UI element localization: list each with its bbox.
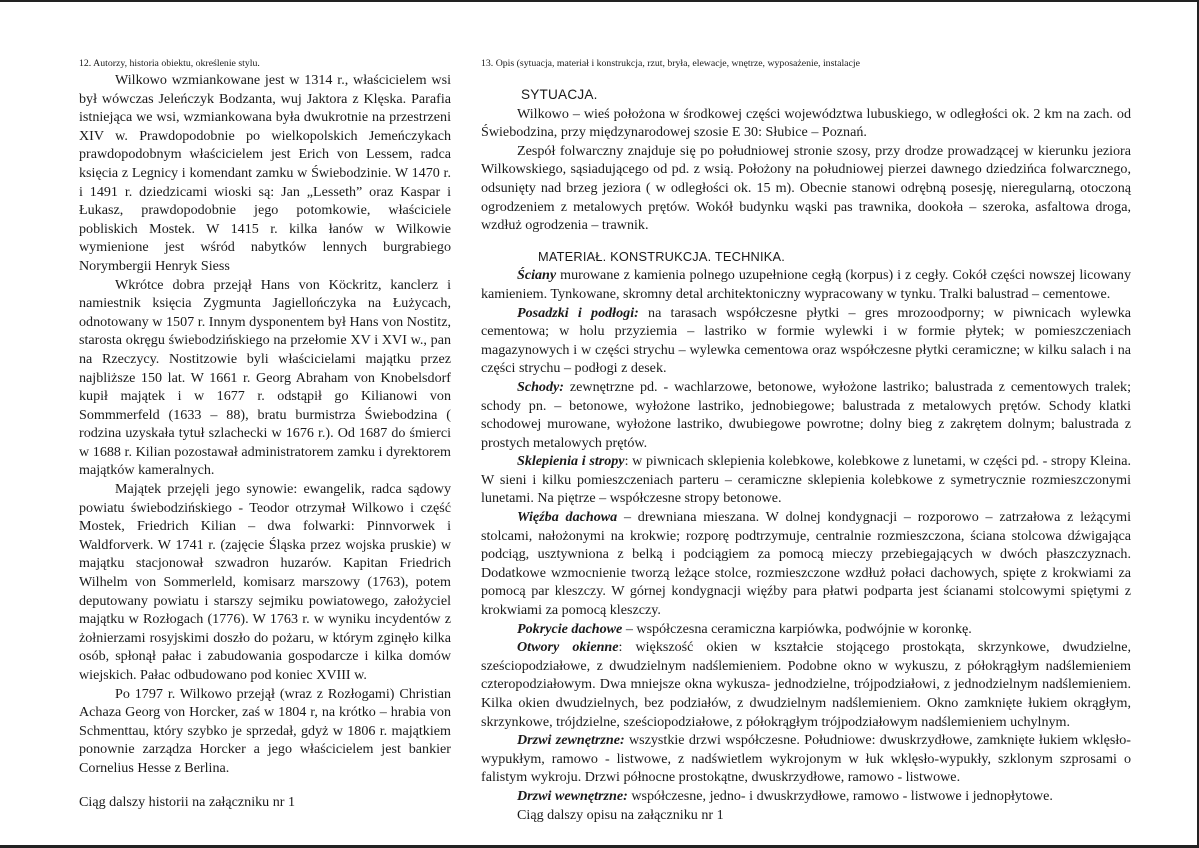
material-vaults: Sklepienia i stropy: w piwnicach sklepienia kolebkowe, kolebkowe z lunetami, w części pd. - stropy Kleina. W sieni i kilku pomieszczeniach parteru – ceramiczne sklepienia kolebkowe z symetrycznie rozmieszczonymi lunetami. Na piętrze – współczesne stropy betonowe. <box>481 453 1131 507</box>
lead-roofing: Pokrycie dachowe <box>517 620 623 637</box>
description-header: 13. Opis (sytuacja, materiał i konstrukcja, rzut, bryła, elewacje, wnętrze, wyposażenie, instalacje <box>481 58 860 69</box>
description-continuation-note: Ciąg dalszy opisu na załączniku nr 1 <box>517 806 724 823</box>
material-roofing: Pokrycie dachowe – współczesna ceramiczna karpiówka, podwójnie w koronkę. <box>517 620 972 637</box>
material-roof-truss: Więźba dachowa – drewniana mieszana. W dolnej kondygnacji – rozporowo – zatrzałowa z leżącymi stolcami, nałożonymi na krokwie; rozporę podtrzymuje, centralnie rozmieszczona, ściana stolcowa dźwigająca podciąg, usztywniona z belką i podciągiem za pomocą mieczy przebiegających w dwóch płaszczyznach. Dodatkowe wzmocnienie tworzą leżące stolce, rozmieszczone wzdłuż połaci dachowych, spięte z krokwiami za pomocą par kleszczy. W górnej kondygnacji więźby para płatwi podparta jest ścianami stolcowymi spiętymi z krokwiami za pomocą kleszczy. <box>481 509 1131 619</box>
lead-interior-doors: Drzwi wewnętrzne: <box>517 787 628 804</box>
material-stairs: Schody: zewnętrzne pd. - wachlarzowe, betonowe, wyłożone lastriko; balustrada z cementowych tralek; schody pn. – betonowe, wyłożone lastriko, jednobiegowe; balustrada z metalowych prętów. Schody klatki schodowej murowane, wyłożone lastriko, dwubiegowe powrotne; dolny bieg z zakrętem dolnym; balustrada z prostych metalowych prętów. <box>481 378 1131 451</box>
lead-roof-truss: Więźba dachowa <box>517 509 618 526</box>
lead-windows: Otwory okienne <box>517 639 619 656</box>
history-header: 12. Autorzy, historia obiektu, określenie stylu. <box>79 58 260 69</box>
lead-vaults: Sklepienia i stropy <box>517 453 625 470</box>
section-title-material: MATERIAŁ. KONSTRUKCJA. TECHNIKA. <box>538 248 785 264</box>
material-floors: Posadzki i podłogi: na tarasach współczesne płytki – gres mrozoodporny; w piwnicach wylewka cementowa; w holu przyziemia – lastriko w formie wylewki i w formie płytek; w pomieszczeniach magazynowych i w części strychu – wylewka cementowa oraz współczesne płytki ceramiczne; w kilku salach i na części strychu – podłogi z desek. <box>481 304 1131 377</box>
history-paragraph: Majątek przejęli jego synowie: ewangelik, radca sądowy powiatu świebodzińskiego - Teodor otrzymał Wilkowo i część Mostek, Friedrich Kilian – dwa folwarki: Pinnvorwek i Waldforverk. W 1741 r. (zajęcie Śląska przez wojska pruskie) w majątku stacjonował szwadron huzarów. Kapitan Friedrich Wilhelm von Sommerleld, komisarz marszowy (1763), potem deputowany powiatu i starszy sejmiku powiatowego, założyciel majątku w Rozłogach (1776). W 1763 r. w wyniku incydentów z żołnierzami rosyjskimi doszło do pożaru, w którym zginęło kilka osób, spłonął pałac i zabudowania gospodarcze i kilka domów wiejskich. Pałac odbudowano pod koniec XVIII w. <box>79 481 451 683</box>
material-walls: Ściany murowane z kamienia polnego uzupełnione cegłą (korpus) i z cegły. Cokół części nowszej licowany kamieniem. Tynkowane, skromny detal architektoniczny wypracowany w tynku. Tralki balustrad – cementowe. <box>481 267 1131 302</box>
history-continuation-note: Ciąg dalszy historii na załączniku nr 1 <box>79 794 296 810</box>
material-exterior-doors: Drzwi zewnętrzne: wszystkie drzwi współczesne. Południowe: dwuskrzydłowe, zamknięte łukiem wklęsło-wypukłym, ramowo - listwowe, z nadświetlem wykrojonym w łuk wklęsło-wypukły, szklonym szprosami o falistym wykroju. Drzwi północne prostokątne, dwuskrzydłowe, ramowo - listwowe. <box>481 732 1132 786</box>
history-paragraph: Po 1797 r. Wilkowo przejął (wraz z Rozłogami) Christian Achaza Georg von Horcker, zaś w 1804 r, na krótko – hrabia von Schmenttau, który szybko je sprzedał, gdyż w 1806 r. majątkiem ponownie zarządza Horcker a jego właścicielem jest bankier Cornelius Hesse z Berlina. <box>79 685 451 776</box>
material-windows: Otwory okienne: większość okien w kształcie stojącego prostokąta, skrzynkowe, dwudzielne, sześciopodziałowe, z dwudzielnym nadślemieniem. Podobne okno w wykuszu, z półokrągłym nadślemieniem czteropodziałowym. Dwa mniejsze okna wykusza- jednodzielne, trójpodziałowi, z jednodzielnym nadślemieniem. Kilka okien dwudzielnych, bez podziałów, z dwudzielnym nadślemieniem. Okno zamknięte łukiem okrągłym, skrzynkowe, trójdzielne, sześciopodziałowe, z półokrągłym trójpodziałowym nadślemieniem uchylnym. <box>481 639 1131 730</box>
lead-exterior-doors: Drzwi zewnętrzne: <box>517 732 625 749</box>
situation-paragraph: Zespół folwarczny znajduje się po południowej stronie szosy, przy drodze prowadzącej w kierunku jeziora Wilkowskiego, sąsiadującego od pd. z wsią. Położony na południowej pierzei dawnego dziedzińca folwarcznego, odsunięty nad brzeg jeziora ( w odległości ok. 15 m). Obecnie stanowi odrębną posesję, nieregularną, otoczoną ogrodzeniem z metalowych prętów. Wokół budynku wąski pas trawnika, dookoła – szeroka, asfaltowa droga, wzdłuż ogrodzenia – trawnik. <box>481 142 1131 234</box>
lead-floors: Posadzki i podłogi: <box>517 304 639 321</box>
situation-paragraph: Wilkowo – wieś położona w środkowej części województwa lubuskiego, w odległości ok. 2 km na zach. od Świebodzina, przy międzynarodowej szosie E 30: Słubice – Poznań. <box>481 105 1131 141</box>
scan-border-top <box>0 0 1199 2</box>
history-column <box>79 58 451 778</box>
history-paragraph: Wkrótce dobra przejął Hans von Köckritz, kanclerz i namiestnik księcia Zygmunta Jagiellończyka na Łużycach, odnotowany w 1507 r. Innym dysponentem był Hans von Nostitz, starosta okręgu świebodzińskiego na przełomie XV i XVI w., pan na Rzeczycy. Nostitzowie byli właścicielami majątku przez najbliższe 150 lat. W 1661 r. Georg Abraham von Knobelsdorf kupił majątek i w 1677 r. odstąpił go Kilianowi von Sommmerfeld (1633 – 88), bratu burmistrza Świebodzina ( rodzina uzyskała tytuł szlachecki w 1676 r.). Od 1687 do śmierci w 1688 r. Kilian pozostawał administratorem zamku i dyrektorem majątków kameralnych. <box>79 276 451 479</box>
lead-walls: Ściany <box>517 267 557 284</box>
history-paragraph: Wilkowo wzmiankowane jest w 1314 r., właścicielem wsi był wówczas Jeleńczyk Bodzanta, wuj Jaktora z Klęska. Parafia istniejąca we wsi, wzmiankowana była dwukrotnie na przestrzeni XIV w. Prawdopodobnie po wielkopolskich Jemeńczykach prawdopodobnym właścicielem jest Erich von Lessem, radca księcia z Legnicy i komendant zamku w Świebodzinie. W 1470 r. i 1491 r. dziedzicami wioski są: Jan „Lesseth” oraz Kaspar i Łukasz, prawdopodobnie jego potomkowie, właściciele pobliskich Mostek. W 1415 r. kilka łanów w Wilkowie wymienione jest wśród nabytków lennych burgrabiego Norymbergii Henryk Siess <box>79 72 451 274</box>
material-interior-doors: Drzwi wewnętrzne: współczesne, jedno- i dwuskrzydłowe, ramowo - listwowe i jednopłytowe. <box>517 787 1053 804</box>
lead-stairs: Schody: <box>517 378 564 395</box>
section-title-situation: SYTUACJA. <box>521 87 598 102</box>
description-column <box>481 58 1131 824</box>
